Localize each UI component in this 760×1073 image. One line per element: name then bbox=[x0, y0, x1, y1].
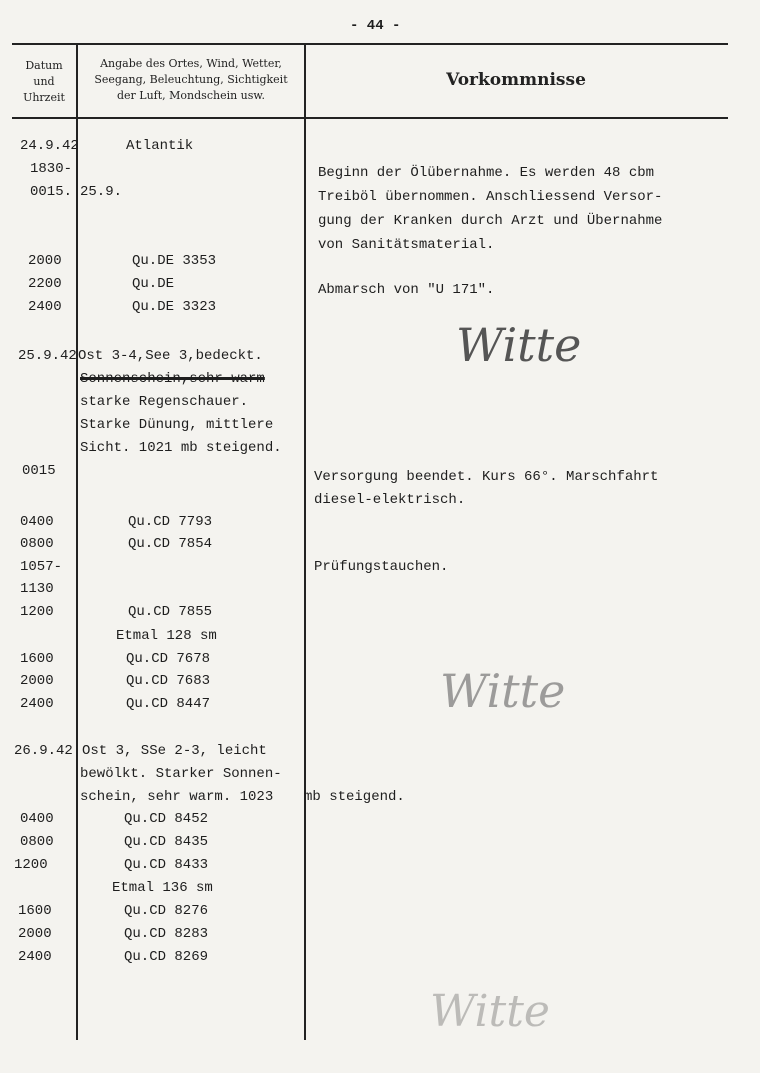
date-time: 2400 bbox=[28, 299, 62, 315]
location-weather: Qu.CD 8276 bbox=[124, 903, 209, 919]
date-time: 0400 bbox=[20, 811, 54, 827]
header-ort-wetter: Angabe des Ortes, Wind, Wetter, Seegang, Beleuchtung, Sichtigkeit der Luft, Mondschein usw. bbox=[94, 57, 288, 102]
location-weather: Qu.DE 3353 bbox=[132, 253, 217, 269]
header-vorkommnisse: Vorkommnisse bbox=[446, 70, 586, 90]
location-weather: Qu.DE 3323 bbox=[132, 299, 217, 315]
location-weather: Etmal 128 sm bbox=[116, 628, 217, 644]
location-weather: Qu.CD 7855 bbox=[128, 604, 213, 620]
location-weather: Qu.CD 8435 bbox=[124, 834, 209, 850]
date-time: 1600 bbox=[18, 903, 52, 919]
location-weather: Qu.CD 8447 bbox=[126, 696, 211, 712]
page-number: - 44 - bbox=[350, 18, 401, 34]
date-time: 1130 bbox=[20, 581, 54, 597]
event-text: gung der Kranken durch Arzt und Übernahme bbox=[318, 213, 663, 229]
date-time: 2000 bbox=[20, 673, 54, 689]
event-text: Abmarsch von "U 171". bbox=[318, 282, 495, 298]
date-time: 2200 bbox=[28, 276, 62, 292]
event-text: Versorgung beendet. Kurs 66°. Marschfahrt bbox=[314, 469, 659, 485]
location-weather: Qu.CD 7854 bbox=[128, 536, 213, 552]
date-time: 2400 bbox=[18, 949, 52, 965]
location-weather: bewölkt. Starker Sonnen- bbox=[80, 766, 282, 782]
event-text: Beginn der Ölübernahme. Es werden 48 cbm bbox=[318, 165, 655, 181]
location-weather: Qu.CD 8269 bbox=[124, 949, 209, 965]
date-time: 2000 bbox=[28, 253, 62, 269]
event-text: diesel-elektrisch. bbox=[314, 492, 466, 508]
column-divider-2 bbox=[304, 43, 306, 1040]
event-text: von Sanitätsmaterial. bbox=[318, 237, 495, 253]
signature: Witte bbox=[440, 664, 566, 718]
location-weather: Starke Dünung, mittlere bbox=[80, 417, 274, 433]
date-time: 2400 bbox=[20, 696, 54, 712]
location-weather: Sicht. 1021 mb steigend. bbox=[80, 440, 282, 456]
date-time: 24.9.42 bbox=[20, 138, 79, 154]
date-time: 0015. bbox=[30, 184, 73, 200]
location-weather: Qu.CD 7793 bbox=[128, 514, 213, 530]
date-time: 1200 bbox=[20, 604, 54, 620]
date-time: 25.9.42 bbox=[18, 348, 77, 364]
location-weather: Qu.CD 7683 bbox=[126, 673, 211, 689]
signature: Witte bbox=[430, 986, 550, 1037]
location-weather: Qu.CD 8283 bbox=[124, 926, 209, 942]
date-time: 0015 bbox=[22, 463, 56, 479]
column-divider-1 bbox=[76, 43, 78, 1040]
date-time: 2000 bbox=[18, 926, 52, 942]
date-time: 0400 bbox=[20, 514, 54, 530]
location-weather: starke Regenschauer. bbox=[80, 394, 249, 410]
signature: Witte bbox=[456, 318, 582, 372]
date-time: 1830- bbox=[30, 161, 73, 177]
header-bottom-rule bbox=[12, 117, 728, 119]
location-weather: schein, sehr warm. 1023 bbox=[80, 789, 274, 805]
location-weather: Qu.CD 7678 bbox=[126, 651, 211, 667]
date-time: 1200 bbox=[14, 857, 48, 873]
date-time: 0800 bbox=[20, 834, 54, 850]
location-weather: Etmal 136 sm bbox=[112, 880, 213, 896]
event-text: Prüfungstauchen. bbox=[314, 559, 449, 575]
date-time: 0800 bbox=[20, 536, 54, 552]
location-weather: Qu.CD 8433 bbox=[124, 857, 209, 873]
event-text: Treiböl übernommen. Anschliessend Versor- bbox=[318, 189, 663, 205]
event-text: mb steigend. bbox=[304, 789, 405, 805]
location-weather: Qu.DE bbox=[132, 276, 175, 292]
location-weather: Ost 3-4,See 3,bedeckt. bbox=[78, 348, 263, 364]
header-top-rule bbox=[12, 43, 728, 45]
location-weather: Qu.CD 8452 bbox=[124, 811, 209, 827]
header-datum: Datum und Uhrzeit bbox=[23, 59, 65, 104]
location-weather-struck: Sonnenschein,sehr warm bbox=[80, 371, 265, 387]
location-weather: 25.9. bbox=[80, 184, 123, 200]
location-weather: Ost 3, SSe 2-3, leicht bbox=[82, 743, 267, 759]
date-time: 26.9.42 bbox=[14, 743, 73, 759]
date-time: 1057- bbox=[20, 559, 63, 575]
location-weather: Atlantik bbox=[126, 138, 194, 154]
date-time: 1600 bbox=[20, 651, 54, 667]
